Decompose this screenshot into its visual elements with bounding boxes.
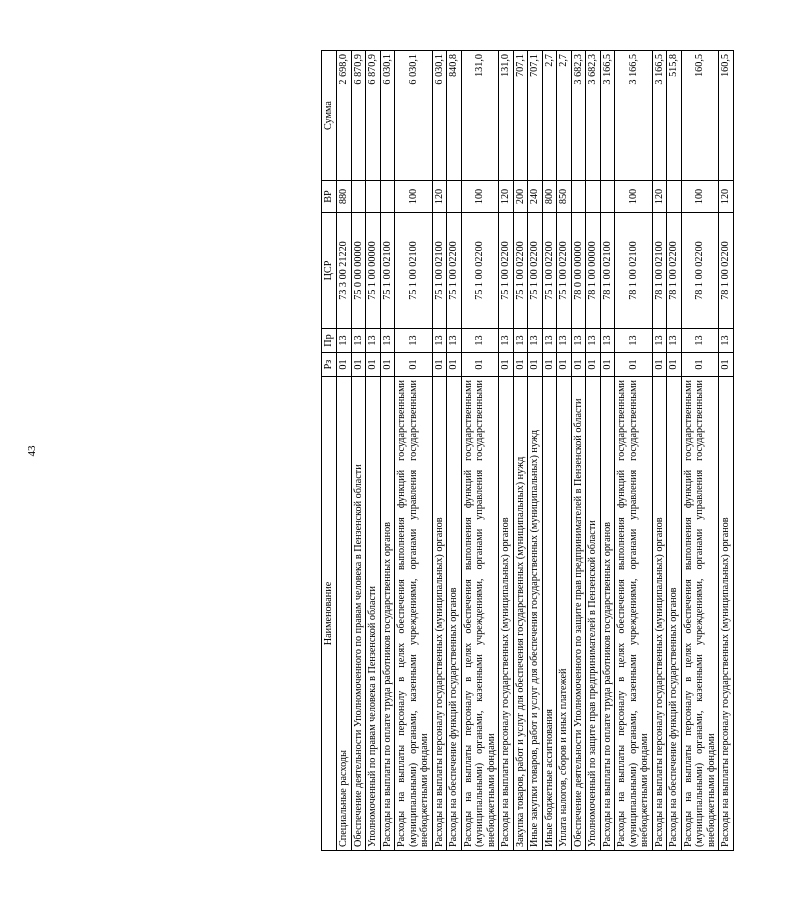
cell-vr: 200 [513, 181, 528, 213]
cell-pr: 13 [652, 329, 667, 353]
cell-pr: 13 [499, 329, 514, 353]
cell-name: Иные закупки товаров, работ и услуг для обеспечения государственных (муниципальных) нужд [528, 377, 543, 851]
cell-name: Расходы на обеспечение функций государственных органов [447, 377, 462, 851]
cell-csr: 75 1 00 02200 [499, 213, 514, 329]
header-name: Наименование [322, 377, 337, 851]
cell-vr: 880 [337, 181, 352, 213]
cell-rz: 01 [571, 353, 586, 377]
table-row [586, 51, 601, 851]
cell-name: Специальные расходы [337, 377, 352, 851]
cell-sum: 160,5 [681, 51, 719, 181]
cell-csr: 75 1 00 02200 [461, 213, 499, 329]
header-vr: ВР [322, 181, 337, 213]
cell-sum: 6 030,1 [432, 51, 447, 181]
cell-pr: 13 [366, 329, 381, 353]
cell-vr: 100 [461, 181, 499, 213]
cell-rz: 01 [681, 353, 719, 377]
cell-csr: 75 1 00 02200 [447, 213, 462, 329]
cell-sum: 840,8 [447, 51, 462, 181]
cell-vr [600, 181, 615, 213]
cell-rz: 01 [461, 353, 499, 377]
cell-csr: 75 0 00 00000 [351, 213, 366, 329]
cell-pr: 13 [461, 329, 499, 353]
cell-rz: 01 [513, 353, 528, 377]
cell-sum: 131,0 [499, 51, 514, 181]
cell-csr: 78 1 00 02100 [615, 213, 653, 329]
table-row [337, 51, 352, 851]
cell-pr: 13 [542, 329, 557, 353]
cell-name: Уполномоченный по правам человека в Пензенской области [366, 377, 381, 851]
cell-csr: 78 1 00 00000 [586, 213, 601, 329]
cell-rz: 01 [542, 353, 557, 377]
table-row [571, 51, 586, 851]
table-row [432, 51, 447, 851]
cell-sum: 160,5 [719, 51, 734, 181]
rotated-page-content [321, 51, 786, 851]
cell-sum: 3 682,3 [571, 51, 586, 181]
cell-sum: 2 698,0 [337, 51, 352, 181]
cell-vr: 120 [719, 181, 734, 213]
table-row [542, 51, 557, 851]
table-row [615, 51, 653, 851]
cell-rz: 01 [395, 353, 433, 377]
cell-name: Расходы на обеспечение функций государственных органов [667, 377, 682, 851]
table-header [322, 51, 337, 851]
header-pr: Пр [322, 329, 337, 353]
cell-pr: 13 [667, 329, 682, 353]
cell-pr: 13 [337, 329, 352, 353]
cell-name: Уполномоченный по защите прав предпринимателей в Пензенской области [586, 377, 601, 851]
cell-pr: 13 [586, 329, 601, 353]
table-row [513, 51, 528, 851]
cell-pr: 13 [681, 329, 719, 353]
cell-pr: 13 [615, 329, 653, 353]
cell-rz: 01 [667, 353, 682, 377]
cell-rz: 01 [615, 353, 653, 377]
cell-csr: 78 1 00 02200 [667, 213, 682, 329]
cell-vr: 100 [395, 181, 433, 213]
header-row [322, 51, 337, 851]
cell-sum: 707,1 [513, 51, 528, 181]
cell-csr: 75 1 00 02100 [432, 213, 447, 329]
cell-vr [351, 181, 366, 213]
cell-csr: 78 0 00 00000 [571, 213, 586, 329]
cell-csr: 75 1 00 02200 [557, 213, 572, 329]
cell-rz: 01 [499, 353, 514, 377]
cell-sum: 707,1 [528, 51, 543, 181]
cell-sum: 131,0 [461, 51, 499, 181]
cell-csr: 78 1 00 02100 [652, 213, 667, 329]
table-row [461, 51, 499, 851]
cell-vr: 100 [681, 181, 719, 213]
table-row [719, 51, 734, 851]
cell-rz: 01 [432, 353, 447, 377]
cell-sum: 3 682,3 [586, 51, 601, 181]
table-row [447, 51, 462, 851]
cell-rz: 01 [447, 353, 462, 377]
cell-rz: 01 [652, 353, 667, 377]
cell-rz: 01 [586, 353, 601, 377]
cell-vr: 120 [652, 181, 667, 213]
cell-csr: 78 1 00 02100 [600, 213, 615, 329]
cell-name: Расходы на выплаты персоналу в целях обеспечения выполнения функций государственными (муниципальными) органами, казенными учреждениями, органами управления государственными внебюджетными фондами [681, 377, 719, 851]
cell-sum: 6 030,1 [395, 51, 433, 181]
cell-name: Расходы на выплаты персоналу в целях обеспечения выполнения функций государственными (муниципальными) органами, казенными учреждениями, органами управления государственными внебюджетными фондами [395, 377, 433, 851]
cell-name: Уплата налогов, сборов и иных платежей [557, 377, 572, 851]
cell-vr [571, 181, 586, 213]
cell-name: Расходы на выплаты персоналу государственных (муниципальных) органов [432, 377, 447, 851]
cell-rz: 01 [366, 353, 381, 377]
cell-pr: 13 [557, 329, 572, 353]
table-row [395, 51, 433, 851]
page-number: 43 [26, 445, 38, 457]
header-csr: ЦСР [322, 213, 337, 329]
cell-pr: 13 [395, 329, 433, 353]
cell-sum: 6 870,9 [351, 51, 366, 181]
cell-pr: 13 [600, 329, 615, 353]
cell-sum: 3 166,5 [600, 51, 615, 181]
cell-vr: 100 [615, 181, 653, 213]
cell-csr: 75 1 00 02100 [380, 213, 395, 329]
cell-csr: 75 1 00 02100 [395, 213, 433, 329]
cell-pr: 13 [719, 329, 734, 353]
table-row [380, 51, 395, 851]
cell-vr: 240 [528, 181, 543, 213]
cell-vr: 850 [557, 181, 572, 213]
header-sum: Сумма [322, 51, 337, 181]
header-rz: Рз [322, 353, 337, 377]
cell-name: Обеспечение деятельности Уполномоченного по защите прав предпринимателей в Пензенской области [571, 377, 586, 851]
table-row [499, 51, 514, 851]
cell-pr: 13 [380, 329, 395, 353]
budget-table [321, 50, 734, 851]
cell-pr: 13 [571, 329, 586, 353]
cell-pr: 13 [447, 329, 462, 353]
cell-name: Расходы на выплаты персоналу государственных (муниципальных) органов [499, 377, 514, 851]
cell-vr: 800 [542, 181, 557, 213]
cell-csr: 75 1 00 00000 [366, 213, 381, 329]
cell-name: Расходы на выплаты по оплате труда работников государственных органов [600, 377, 615, 851]
cell-name: Обеспечение деятельности Уполномоченного по правам человека в Пензенской области [351, 377, 366, 851]
cell-name: Расходы на выплаты персоналу государственных (муниципальных) органов [719, 377, 734, 851]
cell-sum: 515,8 [667, 51, 682, 181]
cell-pr: 13 [351, 329, 366, 353]
cell-vr [586, 181, 601, 213]
cell-vr: 120 [499, 181, 514, 213]
cell-pr: 13 [432, 329, 447, 353]
cell-csr: 78 1 00 02200 [719, 213, 734, 329]
cell-sum: 3 166,5 [652, 51, 667, 181]
cell-sum: 2,7 [557, 51, 572, 181]
table-row [528, 51, 543, 851]
cell-csr: 73 3 00 21220 [337, 213, 352, 329]
cell-rz: 01 [351, 353, 366, 377]
cell-csr: 75 1 00 02200 [528, 213, 543, 329]
table-body [337, 51, 734, 851]
cell-name: Расходы на выплаты по оплате труда работников государственных органов [380, 377, 395, 851]
table-row [667, 51, 682, 851]
cell-sum: 2,7 [542, 51, 557, 181]
cell-pr: 13 [513, 329, 528, 353]
table-row [557, 51, 572, 851]
cell-rz: 01 [719, 353, 734, 377]
cell-vr [380, 181, 395, 213]
cell-sum: 6 870,9 [366, 51, 381, 181]
table-row [681, 51, 719, 851]
table-row [366, 51, 381, 851]
cell-rz: 01 [528, 353, 543, 377]
cell-vr [667, 181, 682, 213]
cell-vr [366, 181, 381, 213]
table-row [652, 51, 667, 851]
cell-csr: 75 1 00 02200 [513, 213, 528, 329]
cell-vr [447, 181, 462, 213]
cell-sum: 3 166,5 [615, 51, 653, 181]
cell-vr: 120 [432, 181, 447, 213]
cell-rz: 01 [337, 353, 352, 377]
table-row [351, 51, 366, 851]
cell-sum: 6 030,1 [380, 51, 395, 181]
cell-name: Иные бюджетные ассигнования [542, 377, 557, 851]
table-row [600, 51, 615, 851]
cell-name: Расходы на выплаты персоналу государственных (муниципальных) органов [652, 377, 667, 851]
cell-rz: 01 [557, 353, 572, 377]
cell-name: Расходы на выплаты персоналу в целях обеспечения выполнения функций государственными (муниципальными) органами, казенными учреждениями, органами управления государственными внебюджетными фондами [461, 377, 499, 851]
cell-csr: 75 1 00 02200 [542, 213, 557, 329]
cell-pr: 13 [528, 329, 543, 353]
cell-csr: 78 1 00 02200 [681, 213, 719, 329]
cell-rz: 01 [380, 353, 395, 377]
cell-rz: 01 [600, 353, 615, 377]
cell-name: Закупка товаров, работ и услуг для обеспечения государственных (муниципальных) нужд [513, 377, 528, 851]
cell-name: Расходы на выплаты персоналу в целях обеспечения выполнения функций государственными (муниципальными) органами, казенными учреждениями, органами управления государственными внебюджетными фондами [615, 377, 653, 851]
